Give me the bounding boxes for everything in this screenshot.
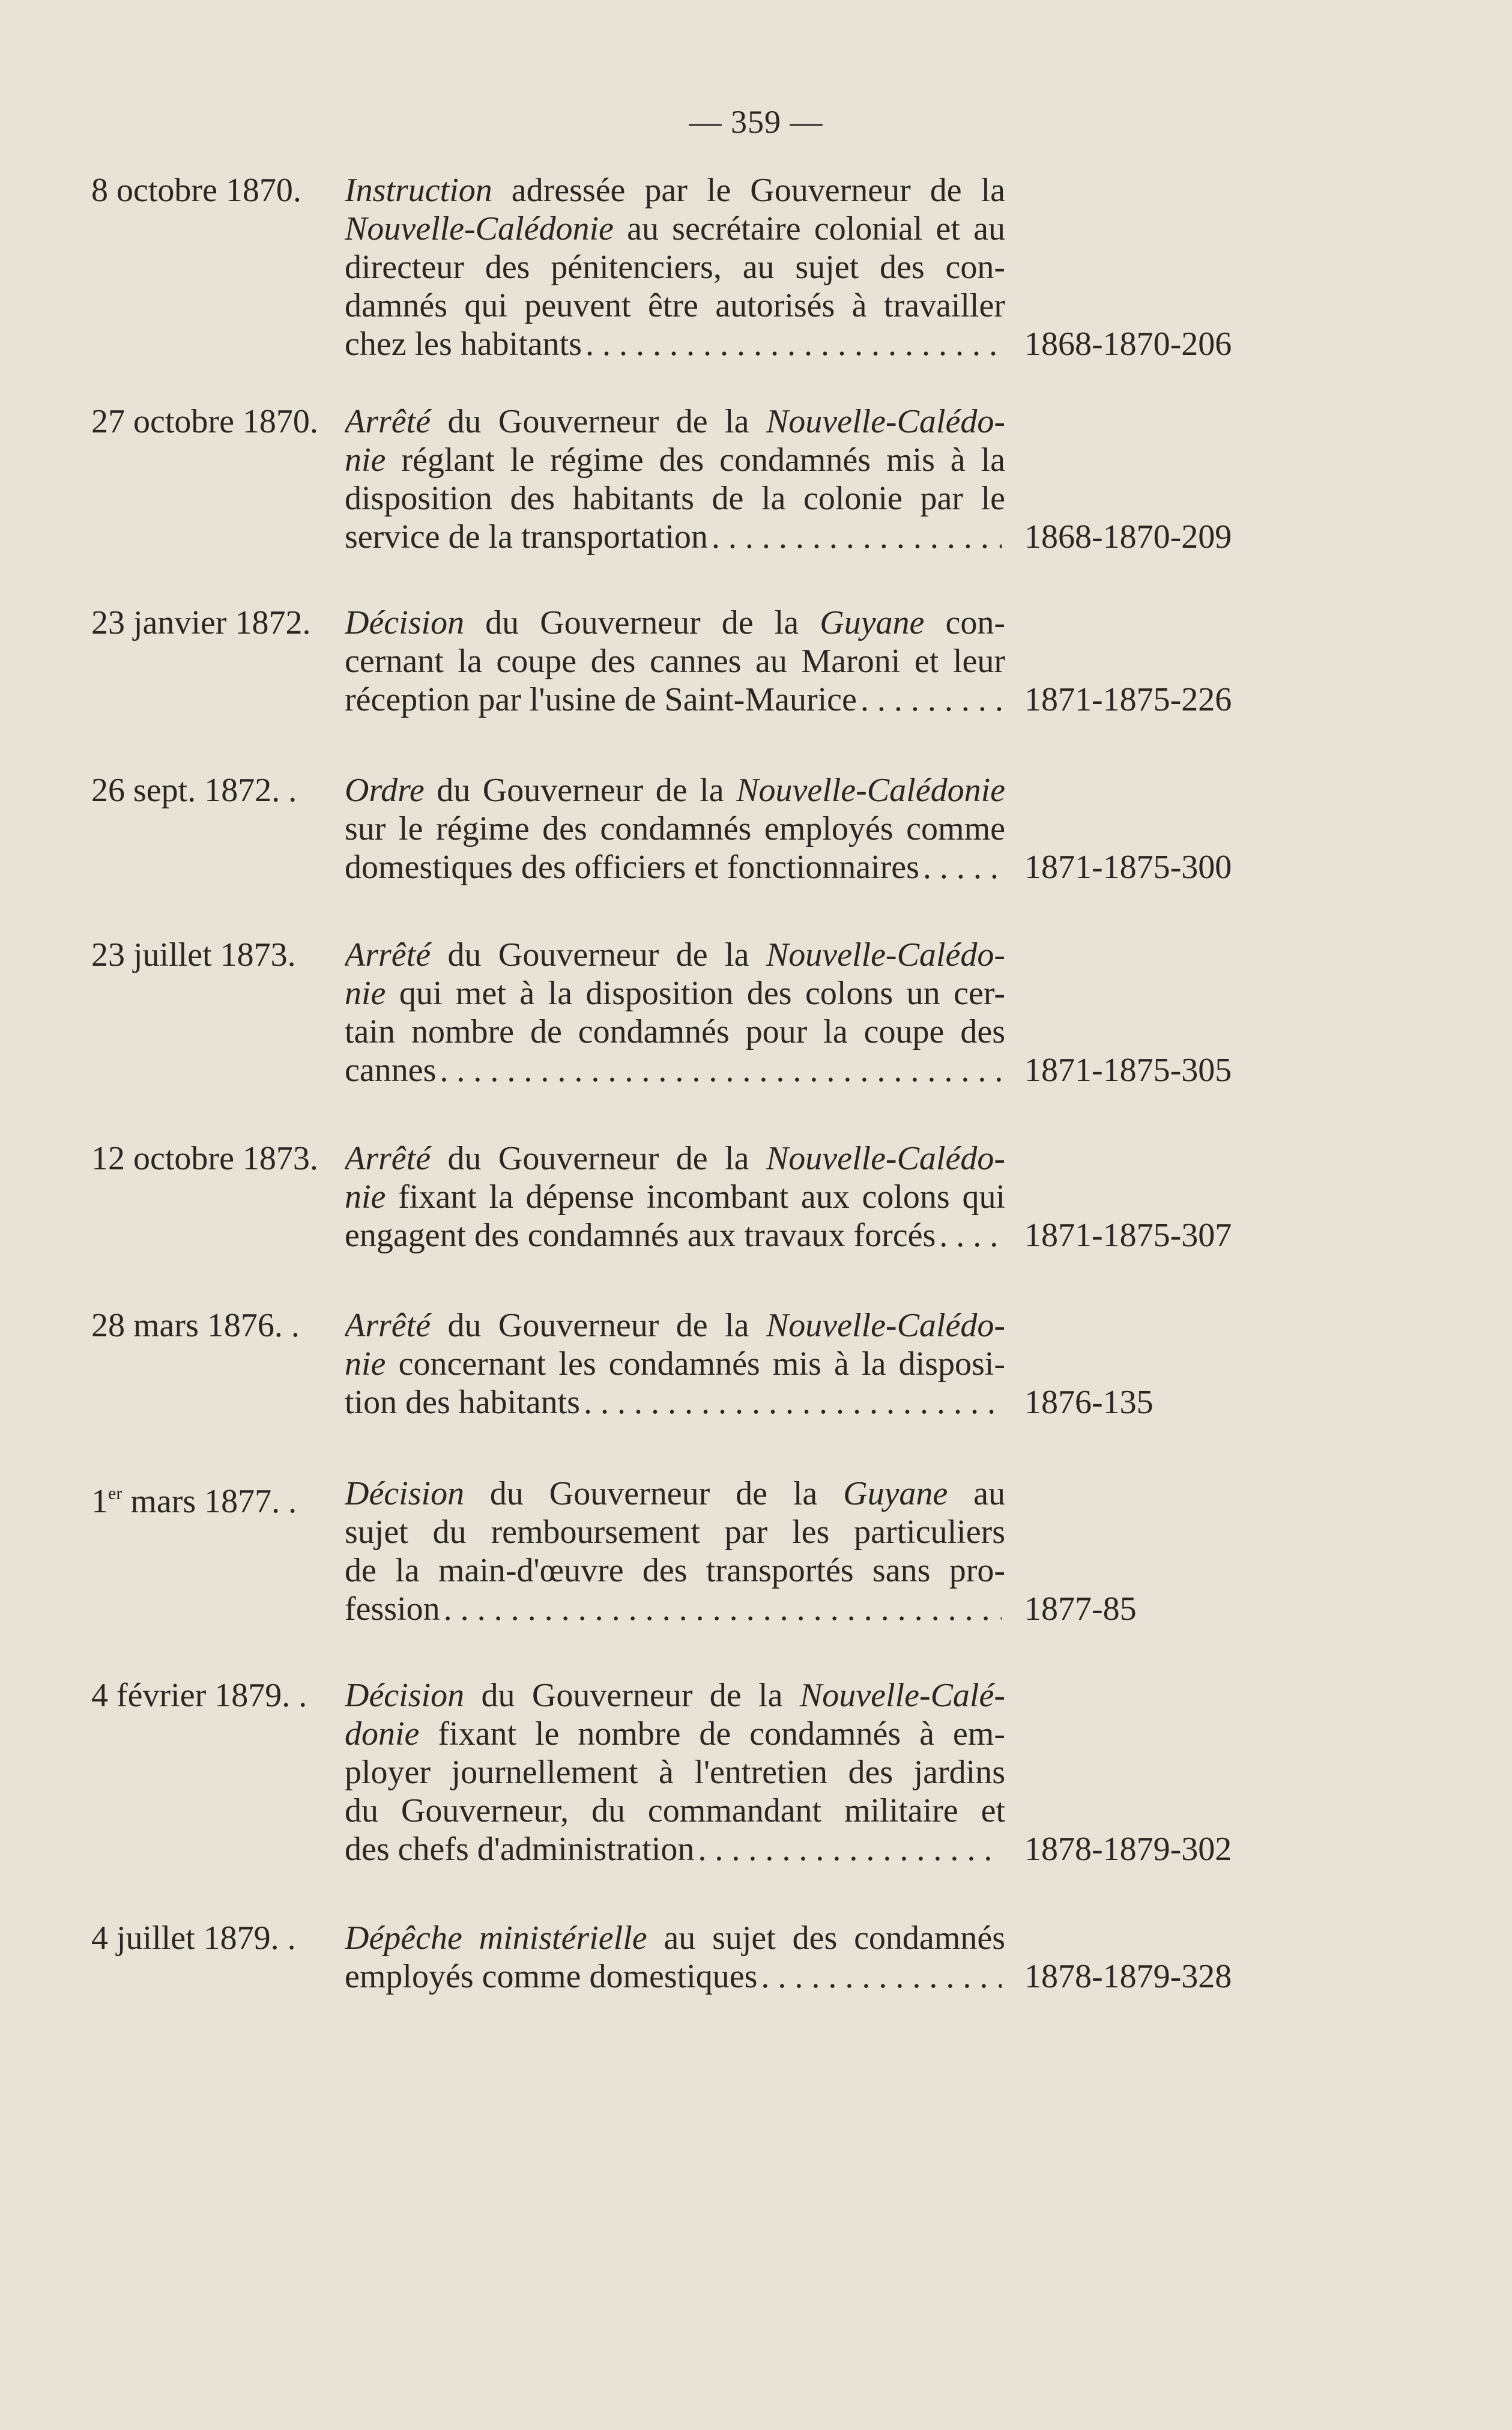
entry-line: Arrêté du Gouverneur de la Nouvelle-Calédo- (345, 936, 1005, 974)
leader-dots (584, 1383, 1002, 1422)
entry-date: 4 juillet 1879. . (91, 1919, 296, 1957)
entry-line: nie réglant le régime des condamnés mis à la (345, 441, 1005, 479)
leader-dots (761, 1957, 1002, 1996)
leader-dots (860, 680, 1002, 719)
entry-last-line: domestiques des officiers et fonctionnaires . . . (345, 848, 1005, 886)
entry-description (345, 604, 1005, 719)
entry-last-line: fession . . . (345, 1590, 1005, 1628)
entry-reference: 1868-1870-209 (1024, 518, 1232, 556)
entry-line: ployer journellement à l'entretien des jardins (345, 1754, 1005, 1791)
entry-line: Instruction adressée par le Gouverneur de la (345, 172, 1005, 209)
entry-line: cernant la coupe des cannes au Maroni et leur (345, 643, 1005, 680)
entry-last-line: service de la transportation . . . (345, 518, 1005, 556)
entry-line: disposition des habitants de la colonie par le (345, 480, 1005, 517)
entry-date: 4 février 1879. . (91, 1677, 307, 1714)
page-number: — 359 — (689, 104, 823, 140)
entry-line: nie qui met à la disposition des colons un cer- (345, 975, 1005, 1012)
entry-date: 28 mars 1876. . (91, 1307, 300, 1344)
entry-line: Arrêté du Gouverneur de la Nouvelle-Calédo- (345, 403, 1005, 440)
entry-line: Ordre du Gouverneur de la Nouvelle-Calédonie (345, 772, 1005, 809)
leader-dots (440, 1051, 1002, 1089)
entry-line: Décision du Gouverneur de la Guyane au (345, 1475, 1005, 1512)
entry-description (345, 1919, 1005, 1996)
entry-last-line: employés comme domestiques . . . (345, 1957, 1005, 1996)
entry-line: du Gouverneur, du commandant militaire et (345, 1792, 1005, 1829)
entry-line: nie fixant la dépense incombant aux colons qui (345, 1178, 1005, 1216)
leader-dots (444, 1590, 1002, 1628)
entry-line: nie concernant les condamnés mis à la disposi- (345, 1345, 1005, 1383)
entry-reference: 1876-135 (1024, 1384, 1154, 1421)
entry-line: Décision du Gouverneur de la Guyane con- (345, 604, 1005, 641)
entry-date: 26 sept. 1872. . (91, 772, 297, 809)
entry-reference: 1878-1879-302 (1024, 1831, 1232, 1868)
leader-dots (712, 518, 1002, 556)
entry-line: Arrêté du Gouverneur de la Nouvelle-Calédo- (345, 1140, 1005, 1177)
entry-reference: 1871-1875-226 (1024, 681, 1232, 718)
entry-description (345, 1306, 1005, 1422)
entry-line: Arrêté du Gouverneur de la Nouvelle-Calédo- (345, 1307, 1005, 1344)
leader-dots (585, 325, 1002, 363)
entry-reference: 1877-85 (1024, 1590, 1137, 1628)
entry-line: damnés qui peuvent être autorisés à travailler (345, 287, 1005, 324)
entry-reference: 1878-1879-328 (1024, 1958, 1232, 1995)
leader-dots (698, 1830, 1002, 1868)
entry-last-line: réception par l'usine de Saint-Maurice . . . (345, 680, 1005, 719)
entry-date: 27 octobre 1870. (91, 403, 318, 440)
entry-description (345, 771, 1005, 886)
entry-line: sur le régime des condamnés employés comme (345, 810, 1005, 847)
entry-reference: 1871-1875-305 (1024, 1052, 1232, 1089)
entry-description (345, 171, 1005, 363)
entry-last-line: tion des habitants . . . (345, 1383, 1005, 1422)
entry-line: Nouvelle-Calédonie au secrétaire colonial et au (345, 210, 1005, 247)
leader-dots (923, 848, 1002, 886)
entry-last-line: cannes . . . (345, 1051, 1005, 1089)
entry-date: 23 juillet 1873. (91, 936, 296, 974)
entry-last-line: engagent des condamnés aux travaux forcés . . . (345, 1216, 1005, 1255)
entry-reference: 1871-1875-307 (1024, 1217, 1232, 1254)
entry-description (345, 936, 1005, 1089)
entry-reference: 1871-1875-300 (1024, 849, 1232, 886)
entry-line: tain nombre de condamnés pour la coupe des (345, 1013, 1005, 1050)
entry-line: Décision du Gouverneur de la Nouvelle-Calé- (345, 1677, 1005, 1714)
entry-line: donie fixant le nombre de condamnés à em- (345, 1715, 1005, 1753)
entry-line: Dépêche ministérielle au sujet des condamnés (345, 1919, 1005, 1957)
entry-description (345, 402, 1005, 556)
entry-last-line: des chefs d'administration . . . (345, 1830, 1005, 1868)
entry-line: de la main-d'œuvre des transportés sans pro- (345, 1552, 1005, 1589)
entry-date: 23 janvier 1872. (91, 604, 311, 641)
leader-dots (939, 1216, 1002, 1255)
entry-date: 12 octobre 1873. (91, 1140, 318, 1177)
entry-date: 8 octobre 1870. (91, 172, 301, 209)
entry-date: 1er mars 1877. . (91, 1483, 297, 1520)
entry-line: directeur des pénitenciers, au sujet des con- (345, 249, 1005, 286)
entry-description (345, 1139, 1005, 1255)
entry-description (345, 1474, 1005, 1628)
entry-reference: 1868-1870-206 (1024, 326, 1232, 363)
entry-description (345, 1676, 1005, 1868)
entry-line: sujet du remboursement par les particuliers (345, 1513, 1005, 1551)
entry-last-line: chez les habitants . . . (345, 325, 1005, 363)
